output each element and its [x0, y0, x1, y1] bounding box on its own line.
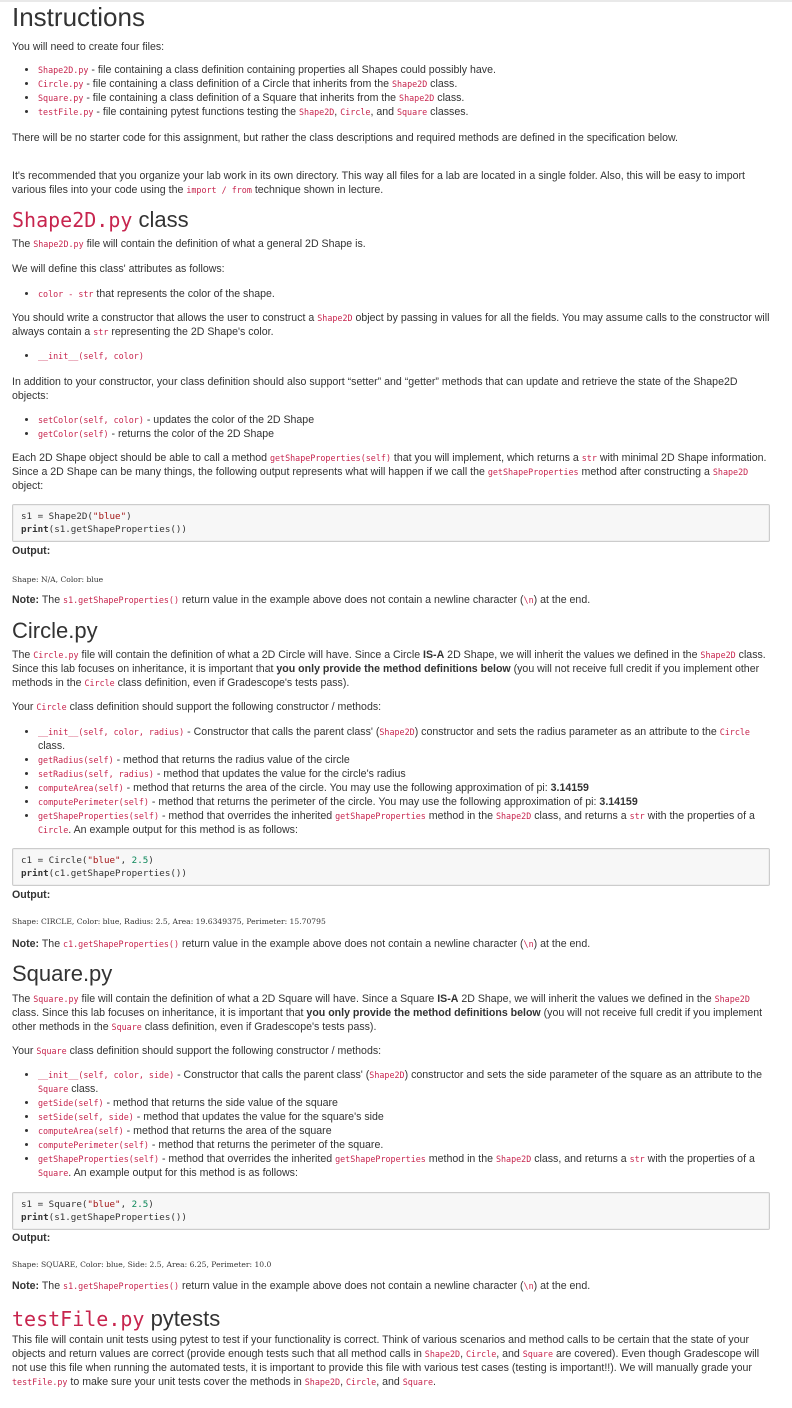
list-item: • testFile.py - file containing pytest functions testing the Shape2D, Circle, and Square classes. [38, 105, 772, 119]
shape2d-output-text: Shape: N/A, Color: blue [12, 575, 104, 584]
list-item: • getColor(self) - returns the color of the 2D Shape [38, 427, 772, 441]
shape2d-intro: The Shape2D.py file will contain the definition of what a general 2D Shape is. [12, 238, 366, 250]
shape2d-getset-text: In addition to your constructor, your class definition should also support “setter” and “getter” methods that can update and retrieve the state of the Shape2D objects: [12, 376, 738, 402]
square-methods-lead: Your Square class definition should support the following constructor / methods: [12, 1045, 382, 1057]
intro-paragraph: There will be no starter code for this assignment, but rather the class descriptions and required methods are defined in the specification below. [12, 132, 679, 144]
list-item: • __init__(self, color, radius) - Constructor that calls the parent class' (Shape2D) constructor and sets the radius parameter as an attribute to the Circle class. [38, 725, 772, 753]
list-item: • setRadius(self, radius) - method that updates the value for the circle's radius [38, 767, 772, 781]
list-item: • color - str that represents the color of the shape. [38, 287, 772, 301]
testfile-paragraph: This file will contain unit tests using pytest to test if your functionality is correct. Think of various scenarios and method calls to be certain that the state of your objects and return values are correct (provide enough tests such that all method calls in Shape2D, Circle, and Square are covered). Even though Gradescope will not use this file when running the automated tests, it is important to provide this file with various test cases (testing is important!!). We will manually grade your testFile.py to make sure your unit tests cover the methods in Shape2D, Circle, and Square. [12, 1334, 760, 1388]
list-item: • getRadius(self) - method that returns the radius value of the circle [38, 753, 772, 767]
testfile-heading: testFile.py pytests [12, 1306, 221, 1331]
circle-code-example: c1 = Circle("blue", 2.5) print(c1.getShapeProperties()) [12, 848, 770, 886]
square-output-text: Shape: SQUARE, Color: blue, Side: 2.5, Area: 6.25, Perimeter: 10.0 [12, 1260, 272, 1269]
shape2d-output-label: Output: [12, 545, 51, 557]
list-item: • __init__(self, color) [38, 349, 772, 363]
circle-note: Note: The c1.getShapeProperties() return value in the example above does not contain a newline character (\n) at the end. [12, 938, 591, 950]
square-output-label: Output: [12, 1232, 51, 1244]
shape2d-attrs-lead: We will define this class' attributes as follows: [12, 263, 225, 275]
intro-paragraph-organize: It's recommended that you organize your lab work in its own directory. This way all files for a lab are located in a single folder. Also, this will be easy to import various files into your code using the import / from technique shown in lecture. [12, 170, 745, 196]
square-method-list [0, 1068, 792, 1180]
list-item: • __init__(self, color, side) - Constructor that calls the parent class' (Shape2D) constructor and sets the side parameter of the square as an attribute to the Square class. [38, 1068, 772, 1096]
shape2d-code-example: s1 = Shape2D("blue") print(s1.getShapeProperties()) [12, 504, 770, 542]
square-code-example: s1 = Square("blue", 2.5) print(s1.getShapeProperties()) [12, 1192, 770, 1230]
shape2d-attr-list [0, 287, 792, 301]
shape2d-constructor-text: You should write a constructor that allows the user to construct a Shape2D object by passing in values for all the fields. You may assume calls to the constructor will always contain a str representing the 2D Shape's color. [12, 312, 770, 338]
shape2d-method-list [0, 413, 792, 441]
list-item: • getShapeProperties(self) - method that overrides the inherited getShapeProperties method in the Shape2D class, and returns a str with the properties of a Circle. An example output for this method is as follows: [38, 809, 772, 837]
circle-methods-lead: Your Circle class definition should support the following constructor / methods: [12, 701, 382, 713]
list-item: • computePerimeter(self) - method that returns the perimeter of the square. [38, 1138, 772, 1152]
square-intro: The Square.py file will contain the definition of what a 2D Square will have. Since a Square IS-A 2D Shape, we will inherit the values we defined in the Shape2D class. Since this lab focuses on inheritance, it is important that you only provide the method definitions below (you will not receive full credit if you implement other methods in the Square class definition, even if Gradescope's tests pass). [12, 993, 763, 1033]
list-item: • Circle.py - file containing a class definition of a Circle that inherits from the Shape2D class. [38, 77, 772, 91]
list-item: • computeArea(self) - method that returns the area of the square [38, 1124, 772, 1138]
file-list [0, 63, 792, 119]
list-item: • getSide(self) - method that returns the side value of the square [38, 1096, 772, 1110]
circle-method-list [0, 725, 792, 837]
list-item: • computeArea(self) - method that returns the area of the circle. You may use the following approximation of pi: 3.14159 [38, 781, 772, 795]
list-item: • Shape2D.py - file containing a class definition containing properties all Shapes could possibly have. [38, 63, 772, 77]
shape2d-note: Note: The s1.getShapeProperties() return value in the example above does not contain a newline character (\n) at the end. [12, 594, 591, 606]
list-item: • getShapeProperties(self) - method that overrides the inherited getShapeProperties method in the Shape2D class, and returns a str with the properties of a Square. An example output for this method is as follows: [38, 1152, 772, 1180]
circle-intro: The Circle.py file will contain the definition of what a 2D Circle will have. Since a Circle IS-A 2D Shape, we will inherit the values we defined in the Shape2D class. Since this lab focuses on inheritance, it is important that you only provide the method definitions below (you will not receive full credit if you implement other methods in the Circle class definition, even if Gradescope's tests pass). [12, 649, 766, 689]
shape2d-init-list [0, 349, 792, 363]
square-heading: Square.py [12, 961, 113, 986]
list-item: • Square.py - file containing a class definition of a Square that inherits from the Shape2D class. [38, 91, 772, 105]
circle-output-text: Shape: CIRCLE, Color: blue, Radius: 2.5, Area: 19.6349375, Perimeter: 15.70795 [12, 917, 326, 926]
list-item: • computePerimeter(self) - method that returns the perimeter of the circle. You may use the following approximation of pi: 3.14159 [38, 795, 772, 809]
list-item: • setColor(self, color) - updates the color of the 2D Shape [38, 413, 772, 427]
page-title: Instructions [12, 2, 145, 32]
square-note: Note: The s1.getShapeProperties() return value in the example above does not contain a newline character (\n) at the end. [12, 1280, 591, 1292]
circle-heading: Circle.py [12, 618, 98, 643]
shape2d-properties-text: Each 2D Shape object should be able to call a method getShapeProperties(self) that you will implement, which returns a str with minimal 2D Shape information. Since a 2D Shape can be many things, the following output represents what will happen if we call the getShapeProperties method after constructing a Shape2D object: [12, 452, 767, 492]
instructions-section [0, 2, 792, 32]
list-item: • setSide(self, side) - method that updates the value for the square's side [38, 1110, 772, 1124]
shape2d-heading: Shape2D.py class [12, 207, 189, 232]
instructions-lead: You will need to create four files: [12, 41, 165, 53]
circle-output-label: Output: [12, 889, 51, 901]
